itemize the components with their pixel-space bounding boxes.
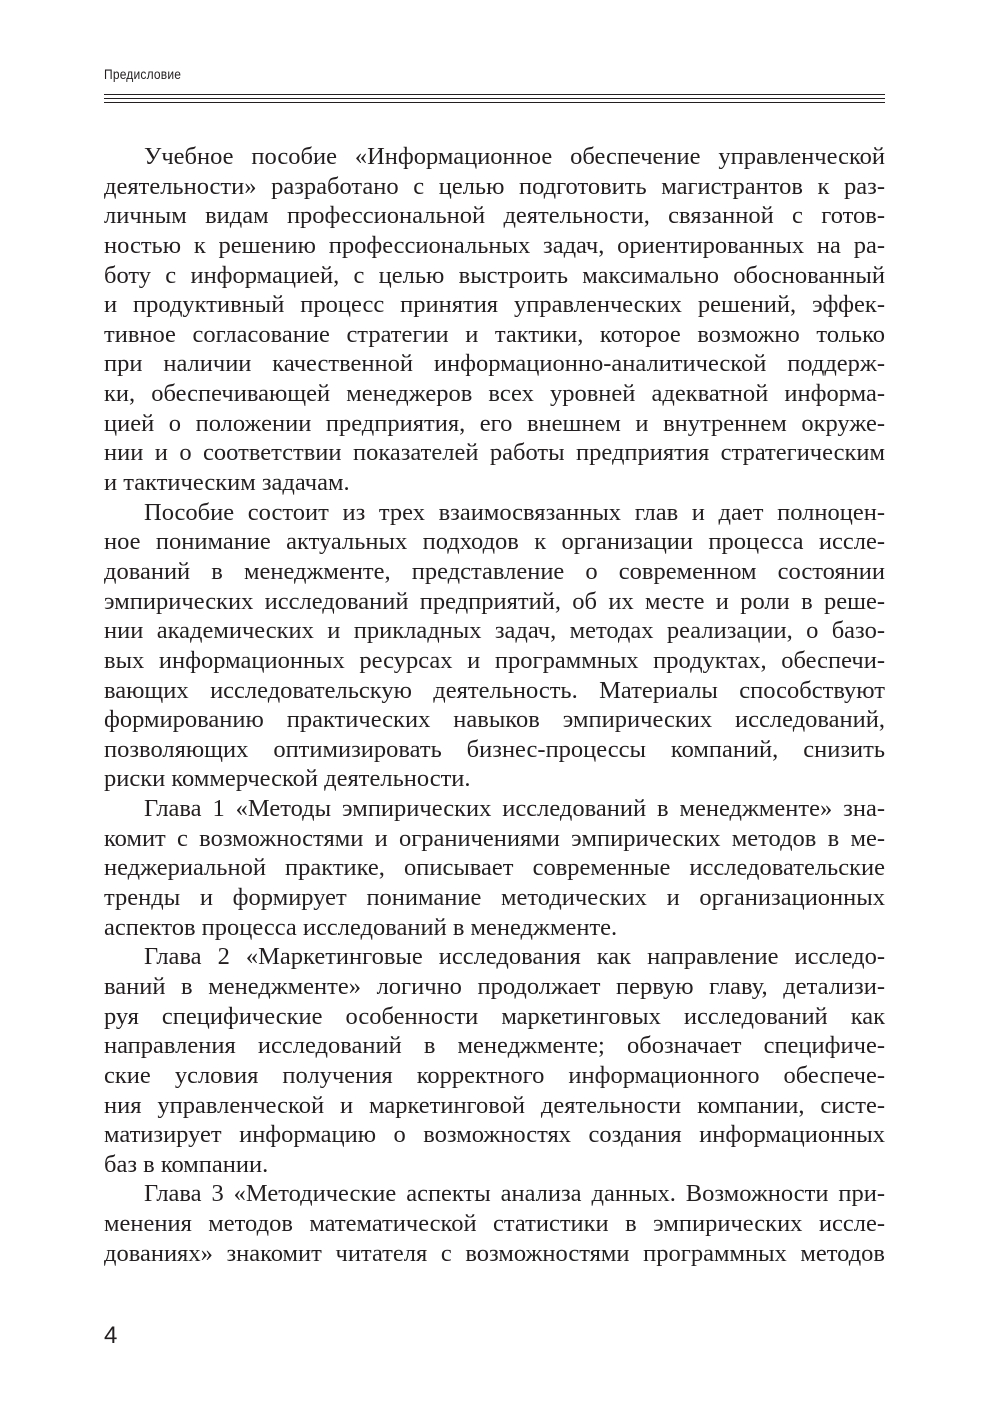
text-line: ния управленческой и маркетинговой деятельности компании, систе- bbox=[104, 1091, 885, 1119]
header-rule-bottom bbox=[104, 102, 885, 103]
text-line: руя специфические особенности маркетинговых исследований как bbox=[104, 1002, 885, 1030]
text-line: аспектов процесса исследований в менеджменте. bbox=[104, 913, 618, 941]
text-line: ки, обеспечивающей менеджеров всех уровней адекватной информа- bbox=[104, 380, 885, 408]
text-line: матизирует информацию о возможностях создания информационных bbox=[104, 1121, 885, 1149]
paragraph bbox=[104, 498, 885, 794]
text-line: нии и о соответствии показателей работы предприятия стратегическим bbox=[104, 439, 885, 467]
text-line: при наличии качественной информационно-аналитической поддерж- bbox=[104, 350, 885, 378]
text-line: направления исследований в менеджменте; обозначает специфиче- bbox=[104, 1032, 885, 1060]
header-rule-middle bbox=[104, 98, 885, 99]
text-line: Глава 3 «Методические аспекты анализа данных. Возможности при- bbox=[144, 1180, 885, 1208]
text-line: ваний в менеджменте» логично продолжает первую главу, детализи- bbox=[104, 972, 885, 1000]
text-line: Пособие состоит из трех взаимосвязанных глав и дает полноцен- bbox=[144, 498, 885, 526]
text-line: и тактическим задачам. bbox=[104, 469, 350, 497]
text-line: ностью к решению профессиональных задач, ориентированных на ра- bbox=[104, 231, 885, 259]
text-line: боту с информацией, с целью выстроить максимально обоснованный bbox=[104, 261, 885, 289]
page-number: 4 bbox=[104, 1322, 118, 1349]
header-rule-top bbox=[104, 94, 885, 95]
paragraph bbox=[104, 1179, 885, 1268]
text-line: Учебное пособие «Информационное обеспечение управленческой bbox=[144, 143, 885, 170]
running-head: Предисловие bbox=[104, 66, 182, 82]
text-line: ное понимание актуальных подходов к организации процесса иссле- bbox=[104, 528, 885, 556]
text-line: тренды и формирует понимание методических и организационных bbox=[104, 884, 885, 912]
text-line: вающих исследовательскую деятельность. Материалы способствуют bbox=[104, 676, 885, 704]
text-line: неджериальной практике, описывает современные исследовательские bbox=[104, 854, 885, 882]
text-line: дований в менеджменте, представление о современном состоянии bbox=[104, 557, 885, 585]
paragraph bbox=[104, 142, 885, 498]
text-line: дованиях» знакомит читателя с возможностями программных методов bbox=[104, 1239, 885, 1267]
text-line: вых информационных ресурсах и программных продуктах, обеспечи- bbox=[104, 646, 885, 674]
text-line: позволяющих оптимизировать бизнес-процессы компаний, снизить bbox=[104, 735, 885, 763]
text-line: баз в компании. bbox=[104, 1150, 269, 1178]
paragraph bbox=[104, 794, 885, 942]
text-line: Глава 2 «Маркетинговые исследования как направление исследо- bbox=[144, 943, 885, 971]
text-line: формированию практических навыков эмпирических исследований, bbox=[104, 706, 885, 734]
text-line: эмпирических исследований предприятий, об их месте и роли в реше- bbox=[104, 587, 885, 615]
text-line: деятельности» разработано с целью подготовить магистрантов к раз- bbox=[104, 172, 885, 200]
text-line: менения методов математической статистики в эмпирических иссле- bbox=[104, 1210, 885, 1238]
text-line: цией о положении предприятия, его внешнем и внутреннем окруже- bbox=[104, 409, 885, 437]
text-line: риски коммерческой деятельности. bbox=[104, 765, 471, 793]
text-line: комит с возможностями и ограничениями эмпирических методов в ме- bbox=[104, 824, 885, 852]
text-line: и продуктивный процесс принятия управленческих решений, эффек- bbox=[104, 291, 885, 319]
text-line: тивное согласование стратегии и тактики, которое возможно только bbox=[104, 320, 885, 348]
text-line: ские условия получения корректного информационного обеспече- bbox=[104, 1061, 885, 1089]
text-line: личным видам профессиональной деятельности, связанной с готов- bbox=[104, 202, 885, 230]
text-line: Глава 1 «Методы эмпирических исследований в менеджменте» зна- bbox=[144, 795, 885, 823]
body-text bbox=[104, 142, 885, 1268]
text-line: нии академических и прикладных задач, методах реализации, о базо- bbox=[104, 617, 885, 645]
paragraph bbox=[104, 942, 885, 1179]
